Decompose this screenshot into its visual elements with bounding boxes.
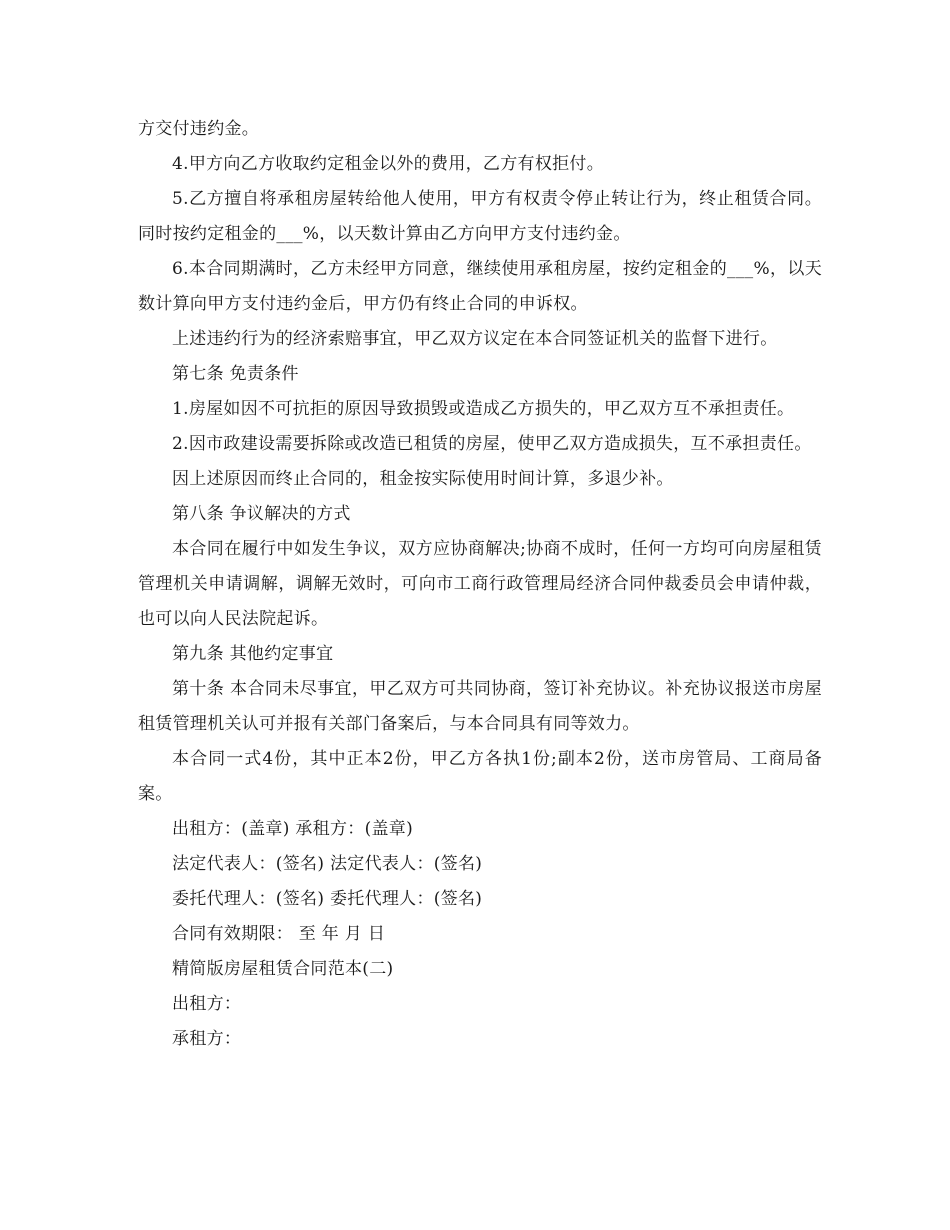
paragraph-article-10: 第十条 本合同未尽事宜，甲乙双方可共同协商，签订补充协议。补充协议报送市房屋租赁管理机关认可并报有关部门备案后，与本合同具有同等效力。 — [138, 679, 822, 734]
lessee-line: 承租方： — [172, 1029, 242, 1049]
paragraph-dispute: 本合同在履行中如发生争议，双方应协商解决;协商不成时，任何一方均可向房屋租赁管理机关申请调解，调解无效时，可向市工商行政管理局经济合同仲裁委员会申请仲裁，也可以向人民法院起诉。 — [138, 539, 822, 629]
signature-seal-line: 出租方：(盖章) 承租方：(盖章) — [172, 819, 414, 839]
paragraph-copies: 本合同一式4份，其中正本2份，甲乙方各执1份;副本2份，送市房管局、工商局备案。 — [138, 749, 822, 804]
signature-agent-line: 委托代理人：(签名) 委托代理人：(签名) — [172, 889, 483, 909]
lessor-line: 出租方： — [172, 994, 242, 1014]
heading-article-9: 第九条 其他约定事宜 — [172, 644, 334, 664]
contract-validity-line: 合同有效期限： 至 年 月 日 — [172, 924, 386, 944]
paragraph-exemption-1: 1.房屋如因不可抗拒的原因导致损毁或造成乙方损失的，甲乙双方互不承担责任。 — [172, 399, 795, 419]
paragraph-clause-5: 5.乙方擅自将承租房屋转给他人使用，甲方有权责令停止转让行为，终止租赁合同。同时按约定租金的___%，以天数计算由乙方向甲方支付违约金。 — [138, 189, 822, 244]
signature-legal-rep-line: 法定代表人：(签名) 法定代表人：(签名) — [172, 854, 483, 874]
heading-article-8: 第八条 争议解决的方式 — [172, 504, 351, 524]
paragraph-penalty-continuation: 方交付违约金。 — [138, 119, 260, 139]
paragraph-termination-rent: 因上述原因而终止合同的，租金按实际使用时间计算，多退少补。 — [172, 469, 674, 489]
document-body — [138, 112, 822, 1057]
heading-article-7: 第七条 免责条件 — [172, 364, 299, 384]
paragraph-exemption-2: 2.因市政建设需要拆除或改造已租赁的房屋，使甲乙双方造成损失，互不承担责任。 — [172, 434, 812, 454]
paragraph-compensation: 上述违约行为的经济索赔事宜，甲乙双方议定在本合同签证机关的监督下进行。 — [172, 329, 778, 349]
paragraph-clause-4: 4.甲方向乙方收取约定租金以外的费用，乙方有权拒付。 — [172, 154, 605, 174]
heading-template-2: 精简版房屋租赁合同范本(二) — [172, 959, 394, 979]
paragraph-clause-6: 6.本合同期满时，乙方未经甲方同意，继续使用承租房屋，按约定租金的___%，以天数计算向甲方支付违约金后，甲方仍有终止合同的申诉权。 — [138, 259, 822, 314]
